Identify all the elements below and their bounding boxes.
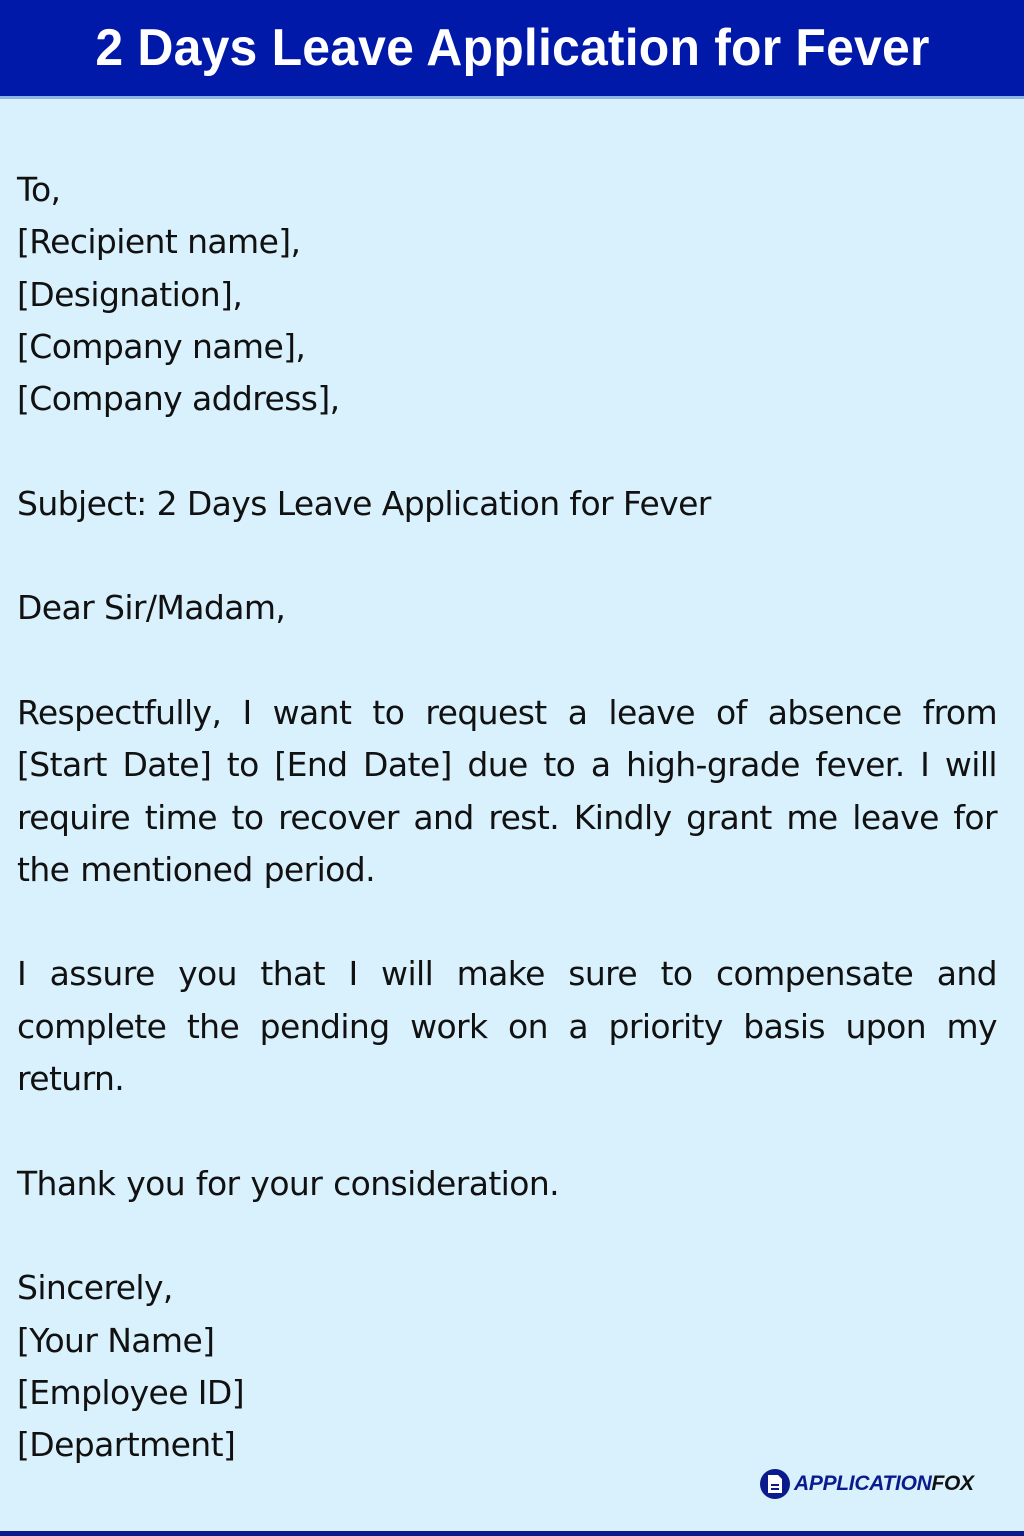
- spacer: [17, 425, 997, 477]
- spacer: [17, 896, 997, 948]
- salutation: Dear Sir/Madam,: [17, 588, 286, 628]
- page-header: [0, 0, 1024, 99]
- address-line: [Company name],: [17, 326, 306, 366]
- page-title: 2 Days Leave Application for Fever: [94, 19, 930, 77]
- closing: Sincerely,: [17, 1268, 173, 1308]
- signature-block: [17, 1315, 997, 1472]
- spacer: [17, 1210, 997, 1262]
- body-paragraph: I assure you that I will make sure to compensate and complete the pending work on a priority basis upon my return.: [17, 954, 997, 1099]
- address-line: To,: [17, 170, 61, 209]
- signature-line: [Department]: [17, 1425, 236, 1465]
- address-line: [Company address],: [17, 379, 340, 419]
- bottom-border: [0, 1531, 1024, 1536]
- logo-text-application: APPLICATION: [794, 1472, 932, 1495]
- logo-text-fox: FOX: [931, 1472, 974, 1495]
- address-line: [Designation],: [17, 274, 243, 314]
- body-paragraph: Respectfully, I want to request a leave of absence from [Start Date] to [End Date] due to a high-grade fever. I will require time to recover and rest. Kindly grant me leave for the mentioned period.: [17, 692, 997, 889]
- recipient-address-block: [17, 164, 997, 425]
- applicationfox-logo: [760, 1469, 974, 1499]
- body-paragraph: Thank you for your consideration.: [17, 1163, 560, 1203]
- signature-line: [Your Name]: [17, 1320, 215, 1360]
- signature-line: [Employee ID]: [17, 1372, 245, 1412]
- spacer: [17, 530, 997, 582]
- spacer: [17, 635, 997, 687]
- document-icon: [760, 1469, 790, 1499]
- subject-line: Subject: 2 Days Leave Application for Fever: [17, 483, 711, 523]
- spacer: [17, 1105, 997, 1157]
- address-line: [Recipient name],: [17, 222, 301, 262]
- letter-body: [17, 164, 997, 1471]
- logo-text: [794, 1472, 974, 1496]
